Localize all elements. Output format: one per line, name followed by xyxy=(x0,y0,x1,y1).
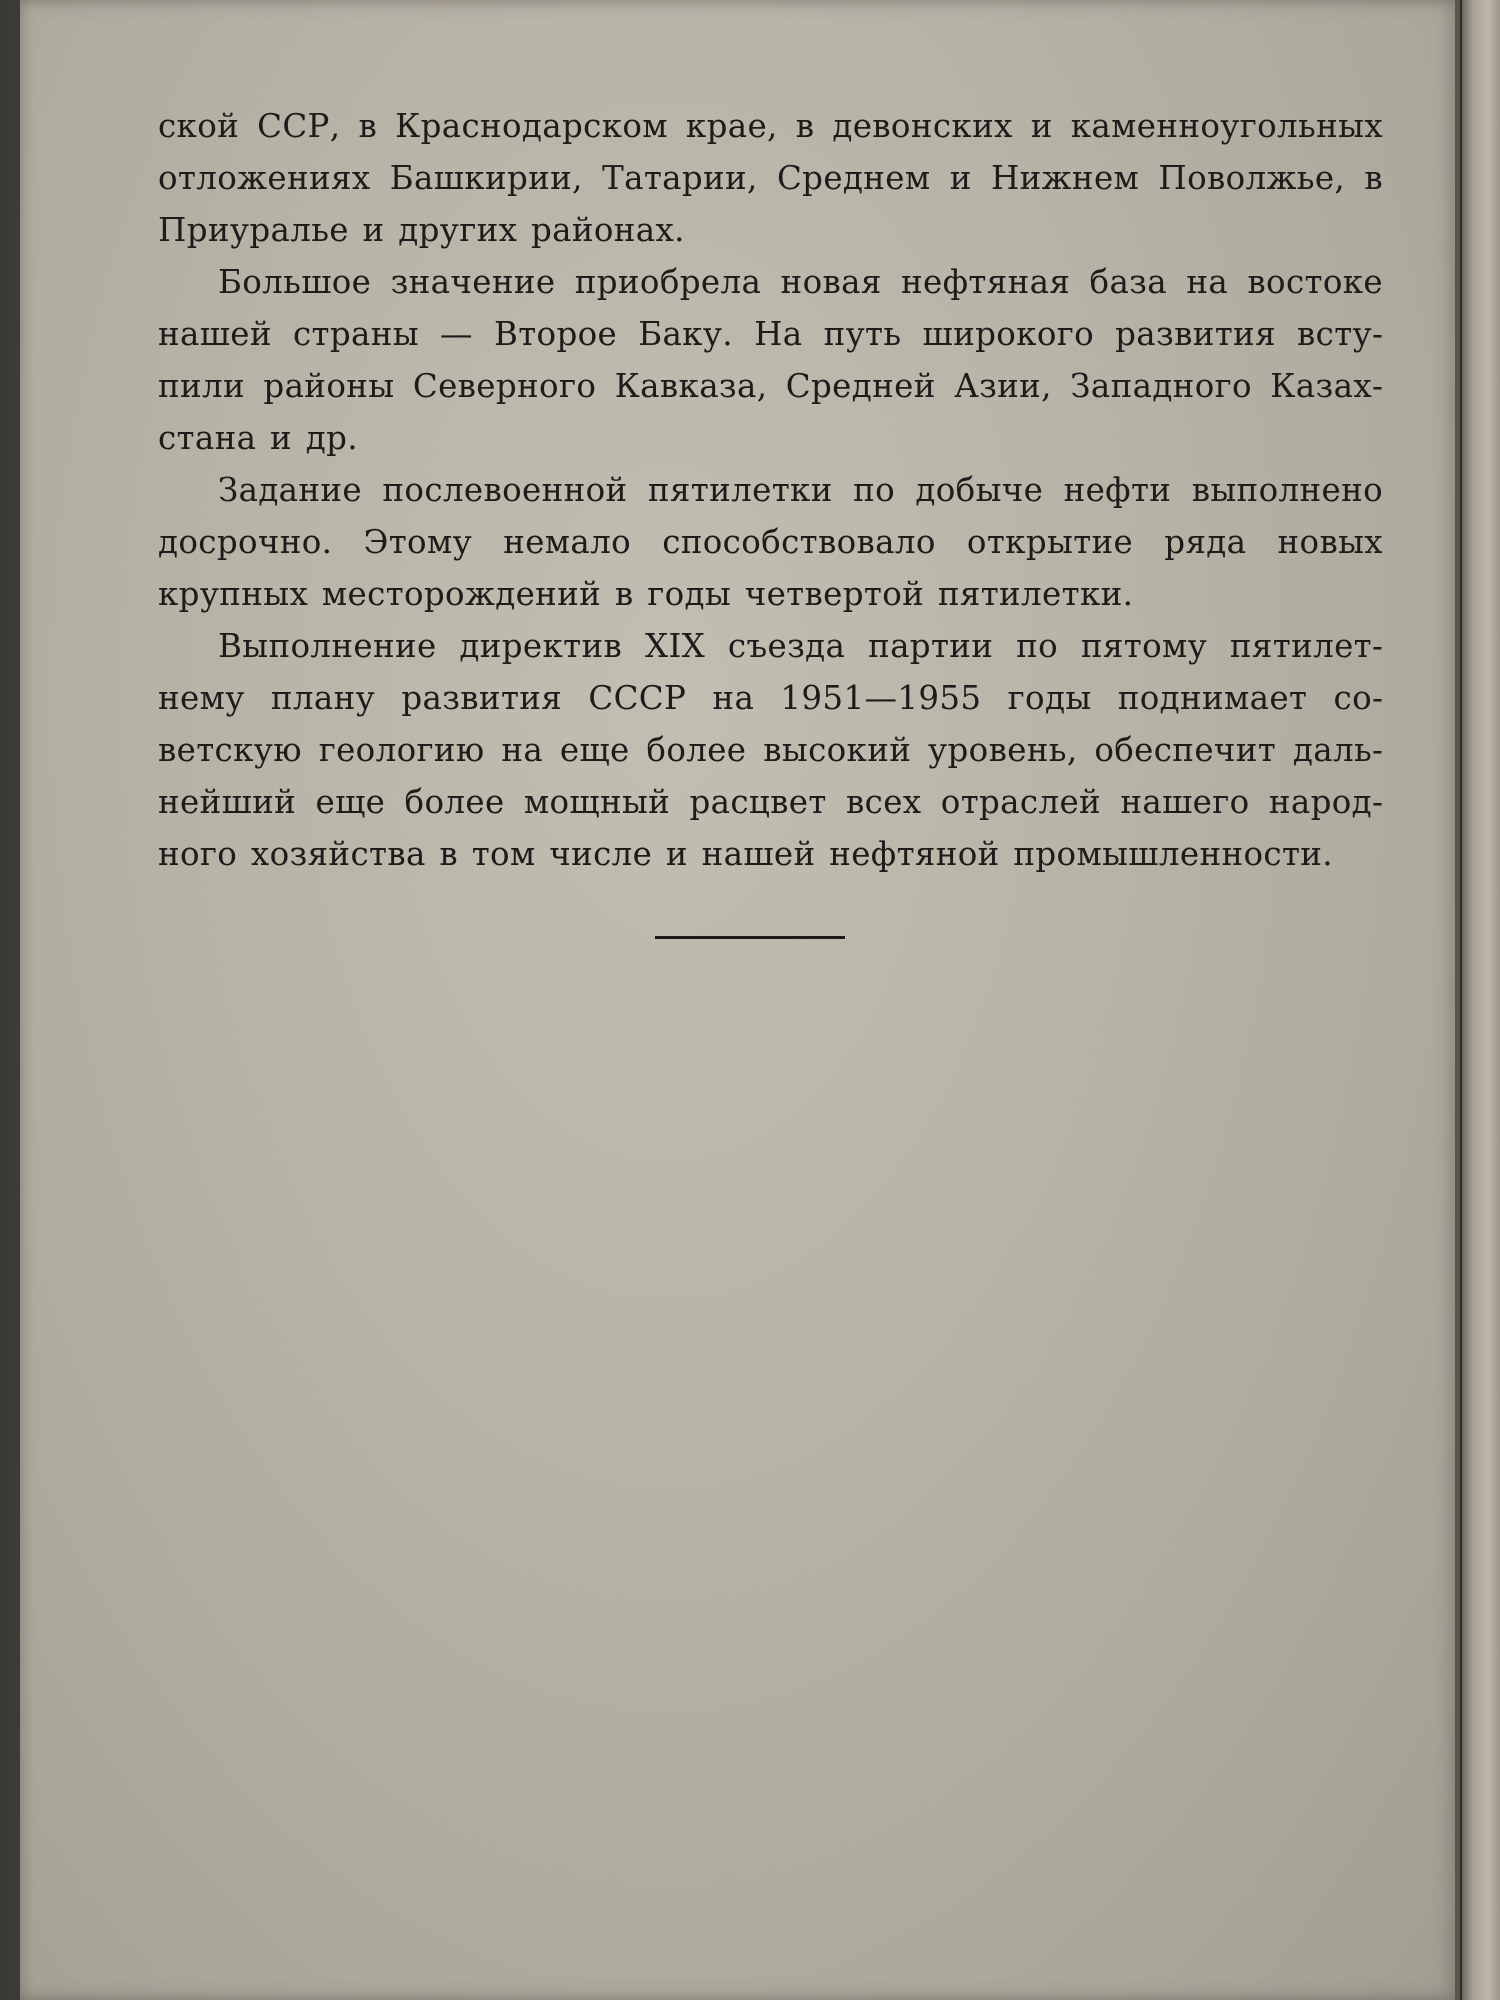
paragraph-postwar-plan: Задание послевоенной пятилетки по добыче нефти выполнено досрочно. Этому немало способствовало открытие ряда новых крупных месторождений в годы четвертой пятилетки. xyxy=(158,471,1383,613)
paragraph-xix-congress: Выполнение директив XIX съезда партии по пятому пятилетнему плану развития СССР на 1951—1955 годы поднимает советскую геологию на еще более высокий уровень, обеспечит дальнейший еще более мощный расцвет всех отраслей нашего народного хозяйства в том числе и нашей нефтяной промышленности. xyxy=(158,627,1383,873)
page-gutter xyxy=(1455,0,1460,2000)
body-text xyxy=(158,100,1383,880)
paragraph-second-baku: Большое значение приобрела новая нефтяная база на востоке нашей страны — Второе Баку. На путь широкого развития вступили районы Северного Кавказа, Средней Азии, Западного Казахстана и др. xyxy=(158,263,1383,457)
paragraph-continuation: ской ССР, в Краснодарском крае, в девонских и каменноугольных отложениях Башкирии, Татарии, Среднем и Нижнем Поволжье, в Приуралье и других районах. xyxy=(158,107,1383,249)
section-end-rule xyxy=(655,936,845,939)
adjacent-page-edge xyxy=(1462,0,1500,2000)
